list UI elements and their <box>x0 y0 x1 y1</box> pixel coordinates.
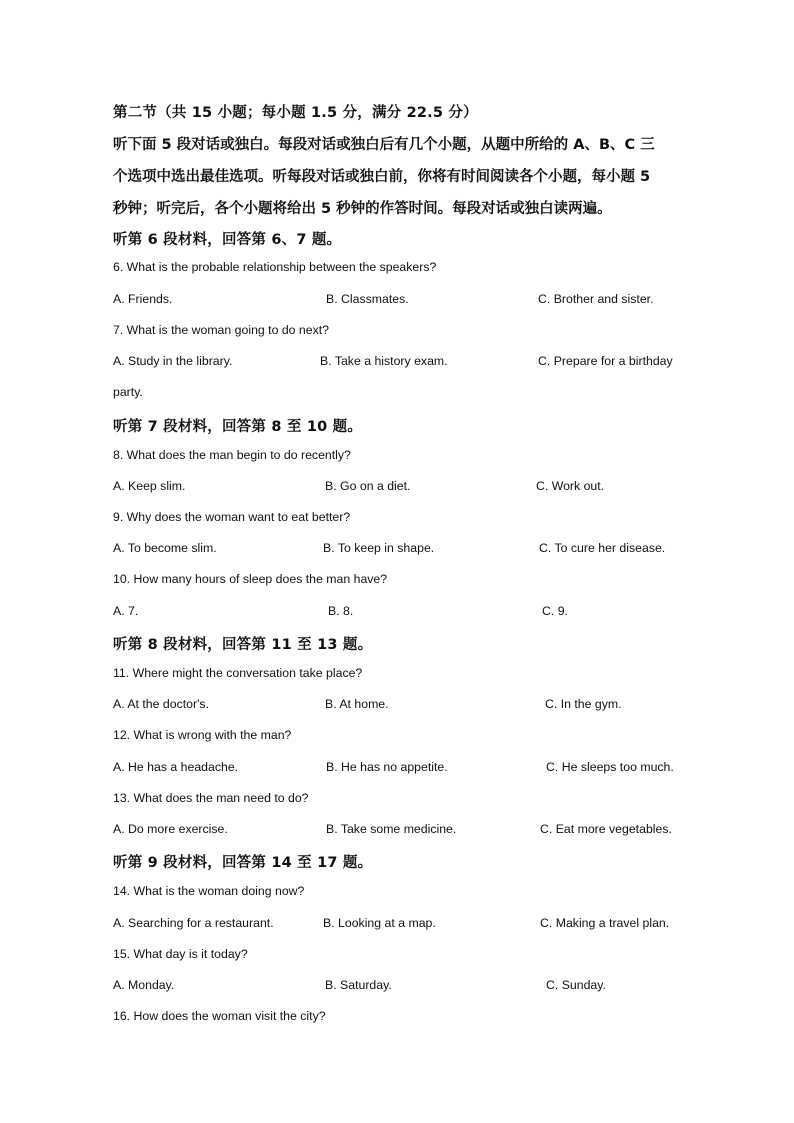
option-9c: C. To cure her disease. <box>539 541 666 555</box>
option-7a: A. Study in the library. <box>113 354 233 368</box>
option-13b: B. Take some medicine. <box>326 822 457 836</box>
option-13c: C. Eat more vegetables. <box>540 822 672 836</box>
question-14: 14. What is the woman doing now? <box>113 884 305 898</box>
group-header-6: 听第 6 段材料，回答第 6、7 题。 <box>113 232 342 248</box>
option-13a: A. Do more exercise. <box>113 822 228 836</box>
question-16: 16. How does the woman visit the city? <box>113 1009 326 1023</box>
option-7c-continued: party. <box>113 385 143 399</box>
instructions-line-3: 秒钟；听完后，各个小题将给出 5 秒钟的作答时间。每段对话或独白读两遍。 <box>113 201 612 217</box>
question-13: 13. What does the man need to do? <box>113 791 309 805</box>
option-12c: C. He sleeps too much. <box>546 760 674 774</box>
question-8: 8. What does the man begin to do recently? <box>113 448 351 462</box>
option-11c: C. In the gym. <box>545 697 622 711</box>
question-9: 9. Why does the woman want to eat better? <box>113 510 351 524</box>
option-9b: B. To keep in shape. <box>323 541 435 555</box>
question-7: 7. What is the woman going to do next? <box>113 323 330 337</box>
option-6b: B. Classmates. <box>326 292 409 306</box>
option-8b: B. Go on a diet. <box>325 479 411 493</box>
option-8c: C. Work out. <box>536 479 605 493</box>
instructions-line-1: 听下面 5 段对话或独白。每段对话或独白后有几个小题，从题中所给的 A、B、C 三 <box>113 137 655 153</box>
instructions-line-2: 个选项中选出最佳选项。听每段对话或独白前，你将有时间阅读各个小题，每小题 5 <box>113 169 651 185</box>
option-15a: A. Monday. <box>113 978 175 992</box>
option-7b: B. Take a history exam. <box>320 354 448 368</box>
option-11b: B. At home. <box>325 697 389 711</box>
group-header-8: 听第 8 段材料，回答第 11 至 13 题。 <box>113 637 373 653</box>
option-10b: B. 8. <box>328 604 354 618</box>
group-header-7: 听第 7 段材料，回答第 8 至 10 题。 <box>113 419 363 435</box>
option-15b: B. Saturday. <box>325 978 392 992</box>
question-15: 15. What day is it today? <box>113 947 248 961</box>
option-10c: C. 9. <box>542 604 568 618</box>
option-14a: A. Searching for a restaurant. <box>113 916 274 930</box>
group-header-9: 听第 9 段材料，回答第 14 至 17 题。 <box>113 855 373 871</box>
option-10a: A. 7. <box>113 604 139 618</box>
option-9a: A. To become slim. <box>113 541 217 555</box>
option-14b: B. Looking at a map. <box>323 916 436 930</box>
question-10: 10. How many hours of sleep does the man have? <box>113 572 388 586</box>
question-6: 6. What is the probable relationship between the speakers? <box>113 260 437 274</box>
section-title: 第二节（共 15 小题；每小题 1.5 分，满分 22.5 分） <box>113 105 478 121</box>
option-8a: A. Keep slim. <box>113 479 186 493</box>
option-7c: C. Prepare for a birthday <box>538 354 673 368</box>
question-12: 12. What is wrong with the man? <box>113 728 292 742</box>
option-14c: C. Making a travel plan. <box>540 916 670 930</box>
option-6c: C. Brother and sister. <box>538 292 654 306</box>
option-11a: A. At the doctor's. <box>113 697 209 711</box>
option-12a: A. He has a headache. <box>113 760 239 774</box>
option-6a: A. Friends. <box>113 292 173 306</box>
option-15c: C. Sunday. <box>546 978 606 992</box>
question-11: 11. Where might the conversation take place? <box>113 666 363 680</box>
option-12b: B. He has no appetite. <box>326 760 448 774</box>
